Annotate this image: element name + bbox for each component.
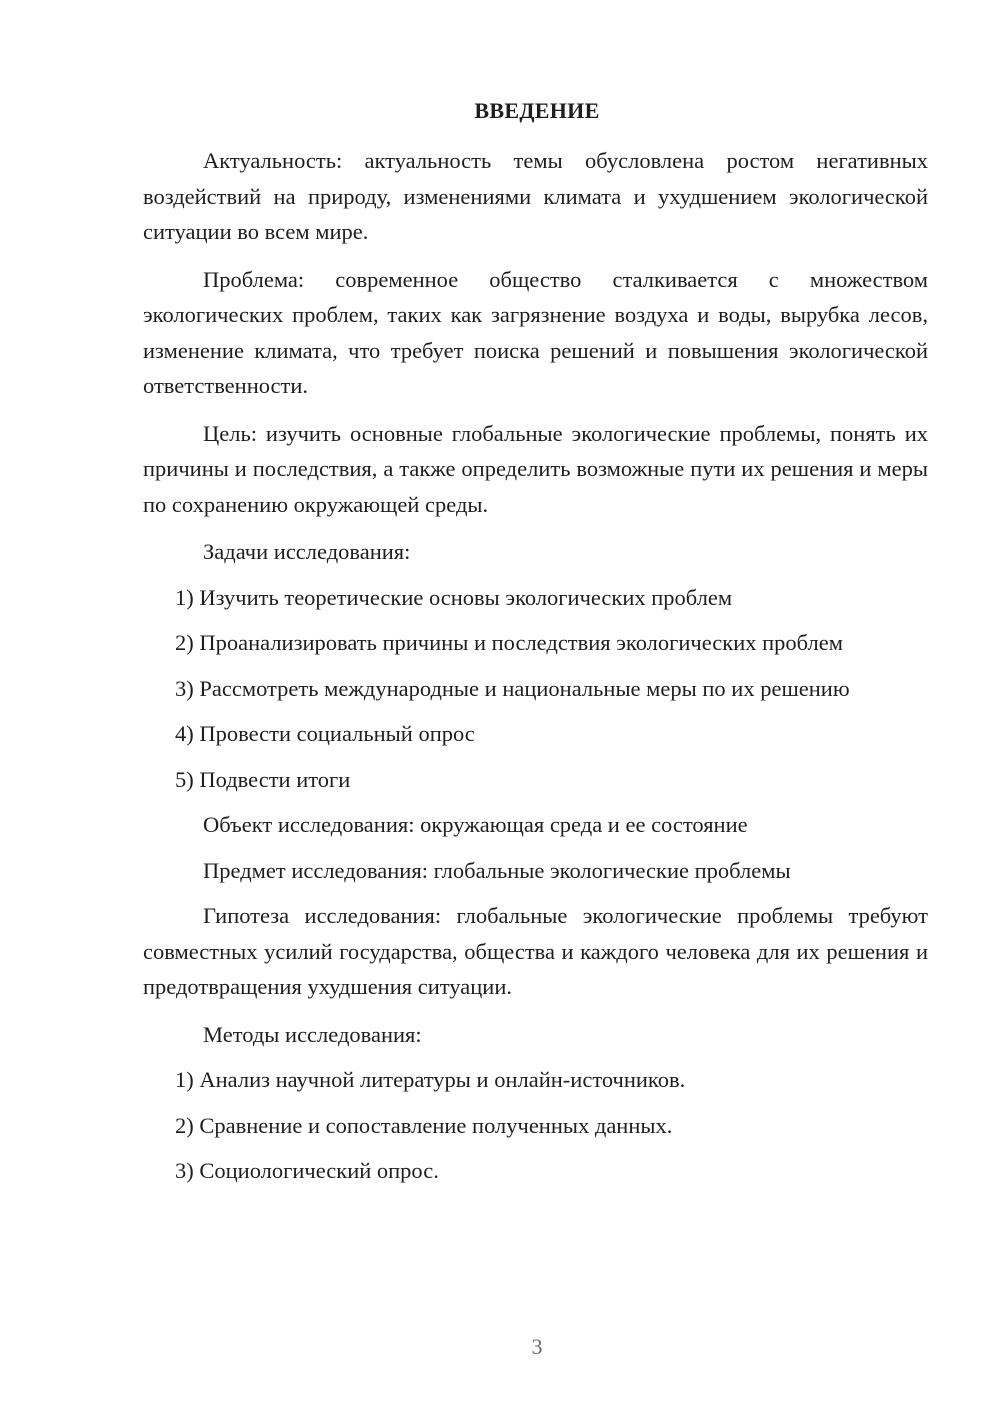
task-item: 2) Проанализировать причины и последствия экологических проблем xyxy=(175,630,844,655)
research-object: Объект исследования: окружающая среда и ее состояние xyxy=(203,812,748,837)
document-body xyxy=(143,143,928,1199)
goal-paragraph: Цель: изучить основные глобальные экологические проблемы, понять их причины и последствия, а также определить возможные пути их решения и меры по сохранению окружающей среды. xyxy=(143,420,928,517)
tasks-heading: Задачи исследования: xyxy=(203,539,411,564)
task-item: 1) Изучить теоретические основы экологических проблем xyxy=(175,584,733,610)
hypothesis-paragraph: Гипотеза исследования: глобальные экологические проблемы требуют совместных усилий государства, общества и каждого человека для их решения и предотвращения ухудшения ситуации. xyxy=(143,903,928,999)
task-item: 5) Подвести итоги xyxy=(175,766,351,792)
page-title: ВВЕДЕНИЕ xyxy=(474,98,600,123)
task-item: 3) Рассмотреть международные и национальные меры по их решению xyxy=(175,675,850,701)
task-item: 4) Провести социальный опрос xyxy=(175,721,475,746)
relevance-paragraph: Актуальность: актуальность темы обусловлена ростом негативных воздействий на природу, изменениями климата и ухудшением экологической ситуации во всем мире. xyxy=(143,148,928,244)
problem-paragraph: Проблема: современное общество сталкивается с множеством экологических проблем, таких как загрязнение воздуха и воды, вырубка лесов, изменение климата, что требует поиска решений и повышения экологической ответственности. xyxy=(143,266,928,398)
method-item: 3) Социологический опрос. xyxy=(175,1158,439,1183)
method-item: 2) Сравнение и сопоставление полученных данных. xyxy=(175,1112,673,1138)
research-subject: Предмет исследования: глобальные экологические проблемы xyxy=(203,857,791,883)
method-item: 1) Анализ научной литературы и онлайн-источников. xyxy=(175,1067,686,1092)
page-number: 3 xyxy=(531,1334,543,1359)
methods-heading: Методы исследования: xyxy=(203,1021,422,1047)
